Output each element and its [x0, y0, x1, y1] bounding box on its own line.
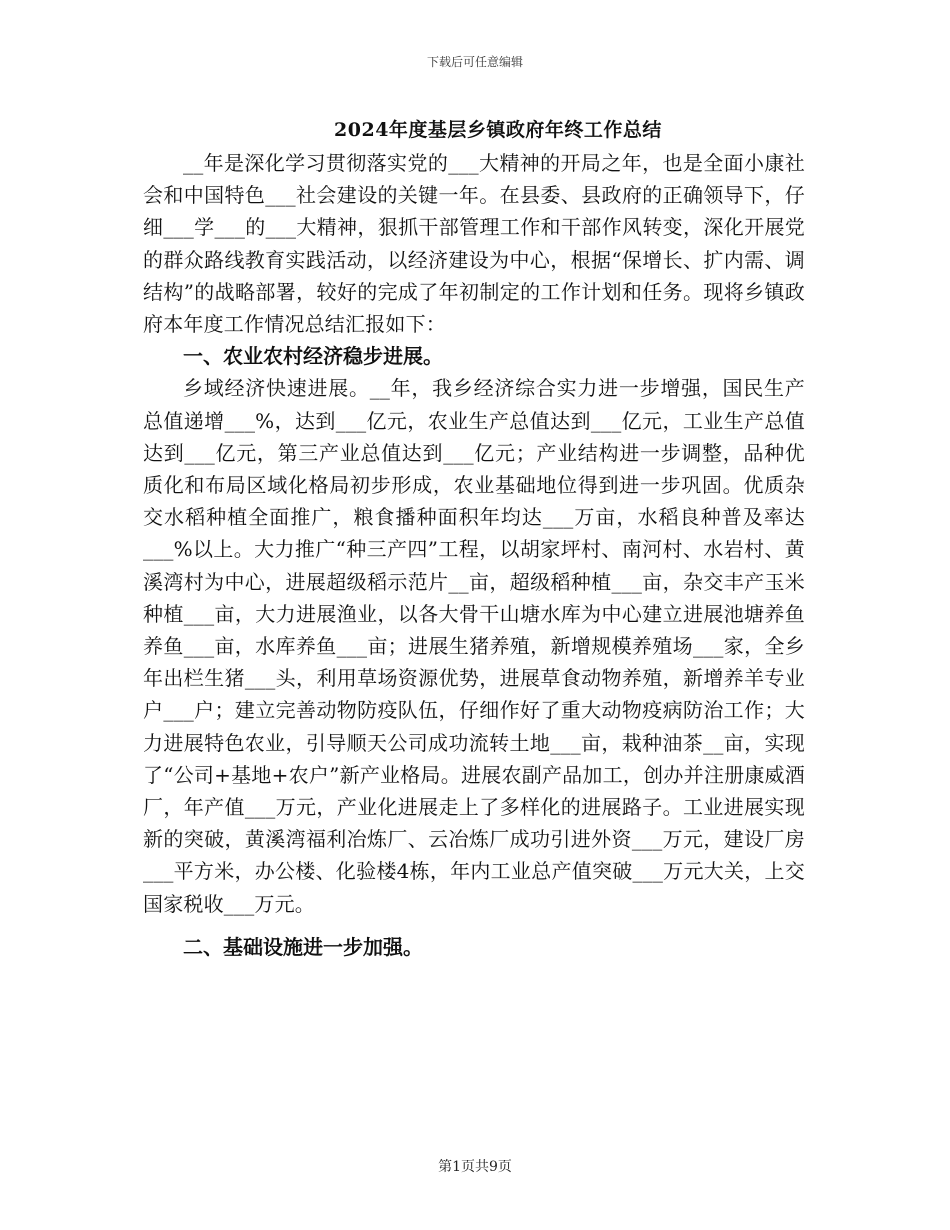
- section-1-paragraph: 乡域经济快速进展。__年，我乡经济综合实力进一步增强，国民生产总值递增___%，达到___亿元，农业生产总值达到___亿元，工业生产总值达到___亿元，第三产业总值达到___亿元；产业结构进一步调整，品种优质化和布局区域化格局初步形成，农业基础地位得到进一步巩固。优质杂交水稻种植全面推广，粮食播种面积年均达___万亩，水稻良种普及率达___%以上。大力推广“种三产四”工程，以胡家坪村、南河村、水岩村、黄溪湾村为中心，进展超级稻示范片__亩，超级稻种植___亩，杂交丰产玉米种植___亩，大力进展渔业，以各大骨干山塘水库为中心建立进展池塘养鱼养鱼___亩，水库养鱼___亩；进展生猪养殖，新增规模养殖场___家，全乡年出栏生猪___头，利用草场资源优势，进展草食动物养殖，新增养羊专业户___户；建立完善动物防疫队伍，仔细作好了重大动物疫病防治工作；大力进展特色农业，引导顺天公司成功流转土地___亩，栽种油茶__亩，实现了“公司+基地+农户”新产业格局。进展农副产品加工，创办并注册康威酒厂，年产值___万元，产业化进展走上了多样化的进展路子。工业进展实现新的突破，黄溪湾福利冶炼厂、云冶炼厂成功引进外资___万元，建设厂房___平方米，办公楼、化验楼4栋，年内工业总产值突破___万元大关，上交国家税收___万元。: [143, 376, 805, 916]
- page-number: 第1页共9页: [438, 1159, 512, 1175]
- download-edit-note: 下载后可任意编辑: [426, 55, 523, 69]
- section-1-heading: 一、农业农村经济稳步进展。: [183, 344, 443, 369]
- section-2-heading: 二、基础设施进一步加强。: [183, 934, 423, 959]
- intro-paragraph: __年是深化学习贯彻落实党的___大精神的开局之年，也是全面小康社会和中国特色___社会建设的关键一年。在县委、县政府的正确领导下，仔细___学___的___大精神，狠抓干部管理工作和干部作风转变，深化开展党的群众路线教育实践活动，以经济建设为中心，根据“保增长、扩内需、调结构”的战略部署，较好的完成了年初制定的工作计划和任务。现将乡镇政府本年度工作情况总结汇报如下：: [143, 151, 805, 337]
- document-body: [143, 147, 805, 963]
- document-title: 2024年度基层乡镇政府年终工作总结: [334, 119, 662, 141]
